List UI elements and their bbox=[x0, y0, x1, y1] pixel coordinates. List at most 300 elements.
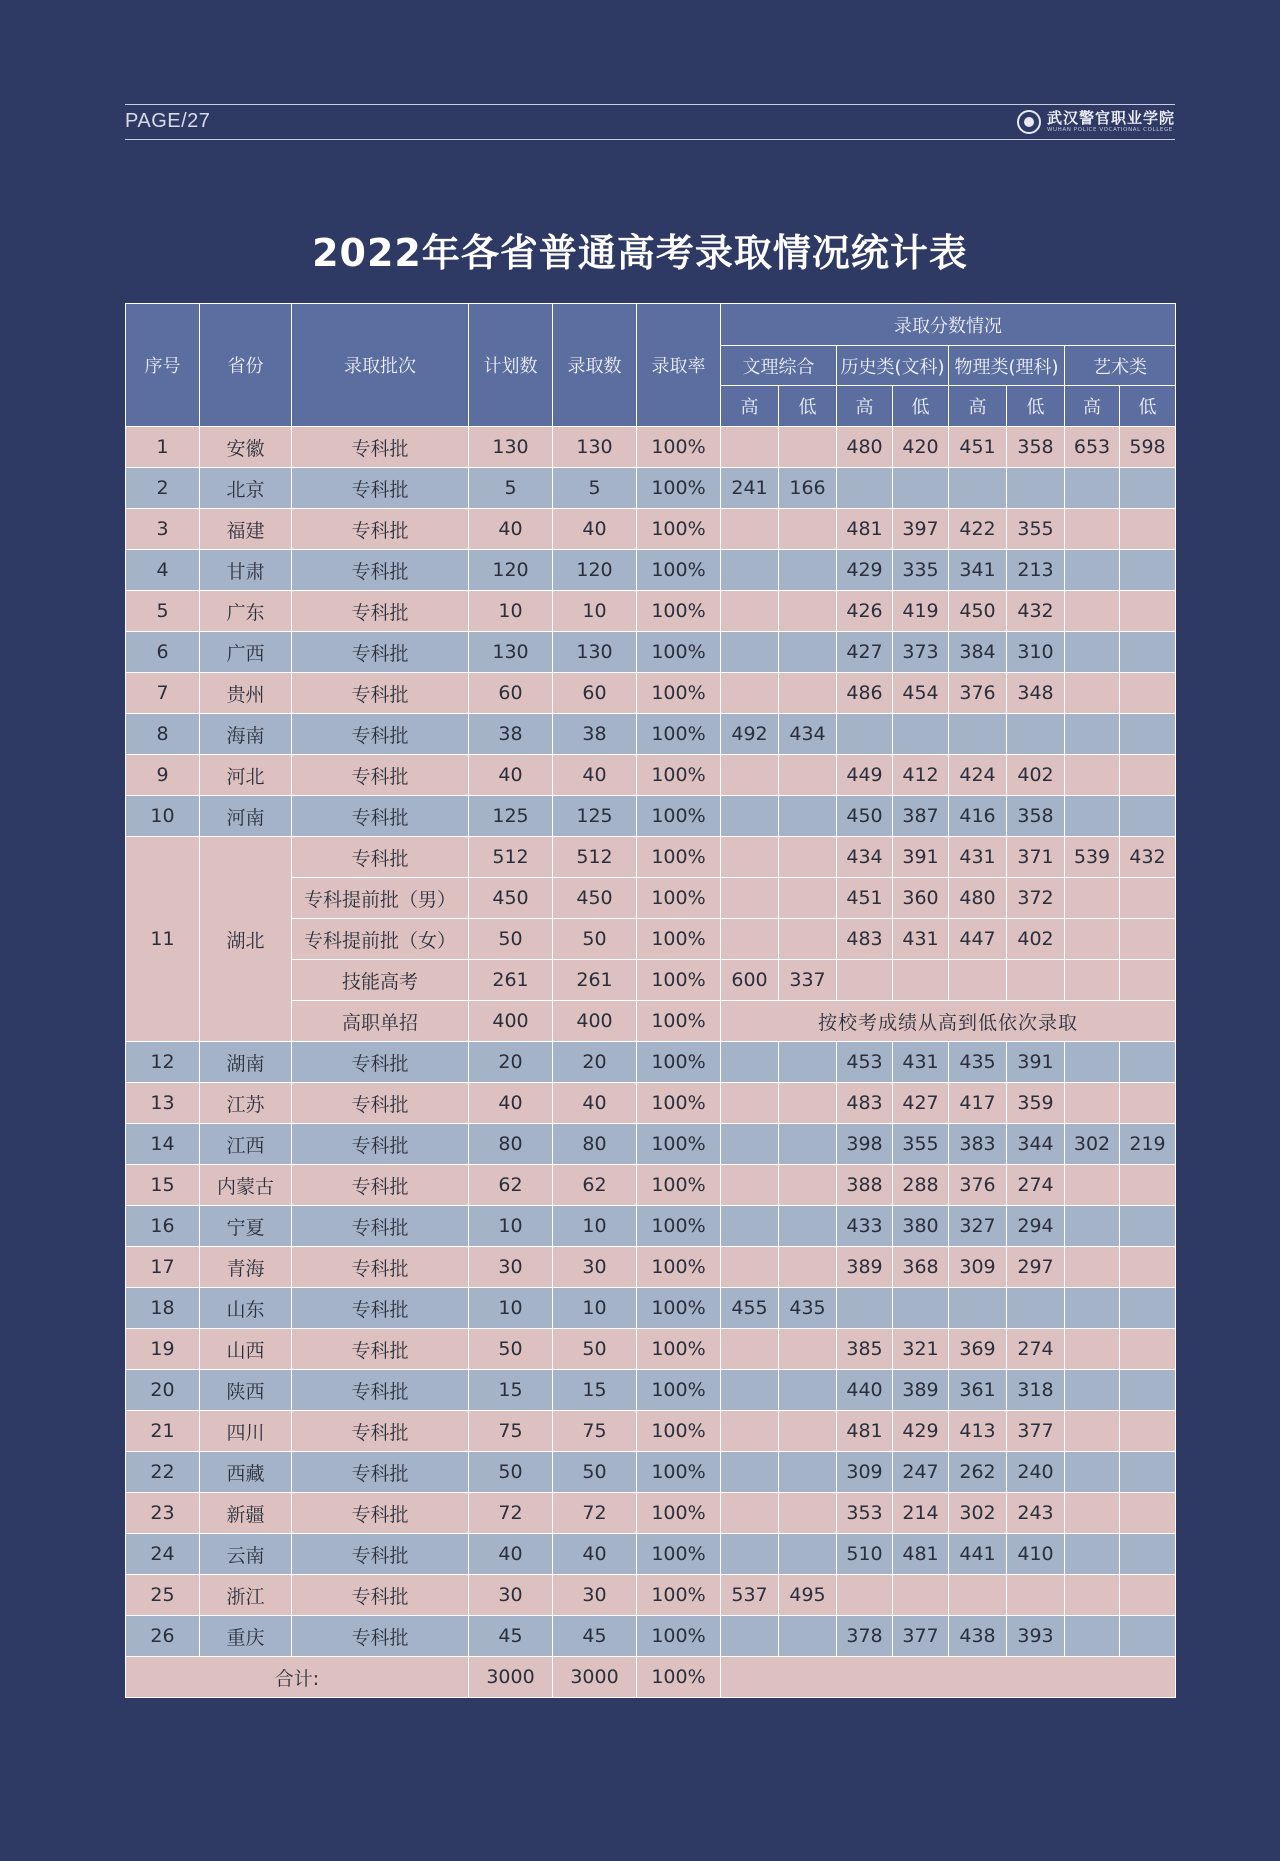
cell-score-art-low bbox=[1120, 550, 1176, 591]
cell-admitted: 40 bbox=[553, 755, 637, 796]
cell-score-physics-low: 274 bbox=[1007, 1329, 1065, 1370]
cell-score-physics-low: 358 bbox=[1007, 427, 1065, 468]
cell-rate: 100% bbox=[637, 1370, 721, 1411]
cell-batch: 专科批 bbox=[292, 509, 469, 550]
cell-score-combined-high bbox=[721, 632, 779, 673]
cell-score-combined-low bbox=[779, 1165, 837, 1206]
cell-score-combined-high bbox=[721, 1534, 779, 1575]
cell-plan: 72 bbox=[469, 1493, 553, 1534]
cell-admitted: 50 bbox=[553, 1452, 637, 1493]
header-high: 高 bbox=[837, 386, 893, 427]
cell-score-physics-low: 402 bbox=[1007, 919, 1065, 960]
admission-stats-table bbox=[125, 303, 1176, 1698]
cell-score-physics-low bbox=[1007, 714, 1065, 755]
cell-province: 浙江 bbox=[200, 1575, 292, 1616]
cell-batch: 专科批 bbox=[292, 1534, 469, 1575]
cell-score-art-low bbox=[1120, 1452, 1176, 1493]
cell-score-combined-high bbox=[721, 1124, 779, 1165]
cell-score-history-high: 433 bbox=[837, 1206, 893, 1247]
cell-province: 青海 bbox=[200, 1247, 292, 1288]
cell-rate: 100% bbox=[637, 550, 721, 591]
cell-score-art-high: 539 bbox=[1065, 837, 1120, 878]
cell-admitted: 45 bbox=[553, 1616, 637, 1657]
cell-score-art-low bbox=[1120, 1247, 1176, 1288]
cell-score-art-high bbox=[1065, 1411, 1120, 1452]
cell-score-art-high bbox=[1065, 1329, 1120, 1370]
cell-score-history-low: 431 bbox=[893, 1042, 949, 1083]
cell-score-physics-low: 359 bbox=[1007, 1083, 1065, 1124]
cell-admitted: 512 bbox=[553, 837, 637, 878]
cell-admitted: 40 bbox=[553, 509, 637, 550]
cell-score-physics-high: 422 bbox=[949, 509, 1007, 550]
cell-rate: 100% bbox=[637, 632, 721, 673]
cell-score-physics-high: 416 bbox=[949, 796, 1007, 837]
cell-score-history-low bbox=[893, 1288, 949, 1329]
cell-score-combined-low bbox=[779, 837, 837, 878]
cell-score-combined-high bbox=[721, 1493, 779, 1534]
cell-score-history-low: 380 bbox=[893, 1206, 949, 1247]
cell-score-art-low bbox=[1120, 1370, 1176, 1411]
cell-plan: 10 bbox=[469, 1206, 553, 1247]
cell-province: 四川 bbox=[200, 1411, 292, 1452]
cell-admitted: 80 bbox=[553, 1124, 637, 1165]
header-seq: 序号 bbox=[126, 304, 200, 427]
cell-seq: 23 bbox=[126, 1493, 200, 1534]
cell-province: 贵州 bbox=[200, 673, 292, 714]
header-rate: 录取率 bbox=[637, 304, 721, 427]
cell-province: 甘肃 bbox=[200, 550, 292, 591]
cell-score-physics-high: 441 bbox=[949, 1534, 1007, 1575]
table-row bbox=[126, 1534, 1176, 1575]
table-row bbox=[126, 673, 1176, 714]
cell-score-history-low: 412 bbox=[893, 755, 949, 796]
cell-plan: 30 bbox=[469, 1247, 553, 1288]
cell-admitted: 125 bbox=[553, 796, 637, 837]
cell-score-art-low bbox=[1120, 1329, 1176, 1370]
cell-score-physics-high: 302 bbox=[949, 1493, 1007, 1534]
cell-province: 山东 bbox=[200, 1288, 292, 1329]
cell-seq: 6 bbox=[126, 632, 200, 673]
cell-score-combined-high bbox=[721, 1206, 779, 1247]
cell-seq: 11 bbox=[126, 837, 200, 1042]
total-admitted: 3000 bbox=[553, 1657, 637, 1698]
cell-score-art-low bbox=[1120, 919, 1176, 960]
cell-score-combined-high bbox=[721, 1042, 779, 1083]
cell-rate: 100% bbox=[637, 1411, 721, 1452]
cell-score-history-high: 453 bbox=[837, 1042, 893, 1083]
cell-rate: 100% bbox=[637, 837, 721, 878]
cell-province: 北京 bbox=[200, 468, 292, 509]
cell-province: 福建 bbox=[200, 509, 292, 550]
cell-batch: 专科批 bbox=[292, 1165, 469, 1206]
cell-score-physics-low: 371 bbox=[1007, 837, 1065, 878]
cell-score-physics-low: 243 bbox=[1007, 1493, 1065, 1534]
cell-score-art-high bbox=[1065, 960, 1120, 1001]
cell-score-art-high bbox=[1065, 468, 1120, 509]
cell-batch: 专科批 bbox=[292, 1370, 469, 1411]
cell-score-art-low bbox=[1120, 714, 1176, 755]
cell-admitted: 15 bbox=[553, 1370, 637, 1411]
cell-score-combined-high bbox=[721, 796, 779, 837]
cell-score-history-high: 481 bbox=[837, 509, 893, 550]
cell-admitted: 10 bbox=[553, 1206, 637, 1247]
cell-province: 新疆 bbox=[200, 1493, 292, 1534]
cell-batch: 专科批 bbox=[292, 755, 469, 796]
cell-seq: 19 bbox=[126, 1329, 200, 1370]
cell-score-history-high bbox=[837, 1575, 893, 1616]
cell-admitted: 261 bbox=[553, 960, 637, 1001]
cell-province: 海南 bbox=[200, 714, 292, 755]
college-name-en: WUHAN POLICE VOCATIONAL COLLEGE bbox=[1046, 126, 1173, 133]
cell-score-combined-high bbox=[721, 1370, 779, 1411]
cell-score-physics-low bbox=[1007, 1575, 1065, 1616]
cell-rate: 100% bbox=[637, 1001, 721, 1042]
cell-admitted: 10 bbox=[553, 1288, 637, 1329]
cell-seq: 25 bbox=[126, 1575, 200, 1616]
cell-rate: 100% bbox=[637, 1124, 721, 1165]
header-high: 高 bbox=[949, 386, 1007, 427]
cell-province: 江西 bbox=[200, 1124, 292, 1165]
cell-score-history-low: 288 bbox=[893, 1165, 949, 1206]
cell-score-history-high: 451 bbox=[837, 878, 893, 919]
cell-score-physics-high: 341 bbox=[949, 550, 1007, 591]
cell-plan: 60 bbox=[469, 673, 553, 714]
cell-score-combined-low bbox=[779, 1493, 837, 1534]
cell-rate: 100% bbox=[637, 591, 721, 632]
table-row bbox=[126, 550, 1176, 591]
cell-admitted: 30 bbox=[553, 1575, 637, 1616]
page-number: PAGE/27 bbox=[125, 110, 211, 132]
cell-score-combined-low bbox=[779, 1370, 837, 1411]
cell-score-art-low bbox=[1120, 960, 1176, 1001]
cell-score-history-low: 387 bbox=[893, 796, 949, 837]
cell-province: 内蒙古 bbox=[200, 1165, 292, 1206]
cell-score-art-low bbox=[1120, 878, 1176, 919]
cell-score-history-high: 450 bbox=[837, 796, 893, 837]
cell-rate: 100% bbox=[637, 714, 721, 755]
cell-score-combined-low bbox=[779, 1329, 837, 1370]
cell-score-art-high bbox=[1065, 919, 1120, 960]
header-score-group: 录取分数情况 bbox=[721, 304, 1176, 346]
cell-seq: 26 bbox=[126, 1616, 200, 1657]
cell-rate: 100% bbox=[637, 878, 721, 919]
cell-admitted: 120 bbox=[553, 550, 637, 591]
cell-seq: 22 bbox=[126, 1452, 200, 1493]
cell-score-history-high: 434 bbox=[837, 837, 893, 878]
cell-score-history-high: 389 bbox=[837, 1247, 893, 1288]
cell-score-physics-high bbox=[949, 1288, 1007, 1329]
cell-score-combined-low bbox=[779, 1411, 837, 1452]
cell-score-physics-low: 344 bbox=[1007, 1124, 1065, 1165]
cell-score-combined-high bbox=[721, 878, 779, 919]
cell-admitted: 30 bbox=[553, 1247, 637, 1288]
cell-seq: 5 bbox=[126, 591, 200, 632]
cell-batch: 专科批 bbox=[292, 550, 469, 591]
header-group-physics: 物理类(理科) bbox=[949, 346, 1065, 386]
cell-admitted: 62 bbox=[553, 1165, 637, 1206]
cell-score-history-low: 214 bbox=[893, 1493, 949, 1534]
cell-batch: 专科批 bbox=[292, 714, 469, 755]
cell-plan: 130 bbox=[469, 632, 553, 673]
cell-admitted: 450 bbox=[553, 878, 637, 919]
table-row bbox=[126, 632, 1176, 673]
cell-rate: 100% bbox=[637, 1042, 721, 1083]
cell-score-art-high bbox=[1065, 1247, 1120, 1288]
cell-plan: 30 bbox=[469, 1575, 553, 1616]
cell-score-art-high bbox=[1065, 1370, 1120, 1411]
cell-score-physics-low: 393 bbox=[1007, 1616, 1065, 1657]
cell-province: 安徽 bbox=[200, 427, 292, 468]
cell-plan: 40 bbox=[469, 1534, 553, 1575]
cell-plan: 40 bbox=[469, 755, 553, 796]
cell-score-history-low: 454 bbox=[893, 673, 949, 714]
cell-plan: 50 bbox=[469, 1329, 553, 1370]
cell-score-art-low bbox=[1120, 1206, 1176, 1247]
cell-score-history-high: 483 bbox=[837, 1083, 893, 1124]
cell-plan: 450 bbox=[469, 878, 553, 919]
cell-score-physics-high bbox=[949, 714, 1007, 755]
table-row bbox=[126, 1206, 1176, 1247]
table-body bbox=[126, 427, 1176, 1698]
cell-score-history-low: 368 bbox=[893, 1247, 949, 1288]
cell-batch: 专科批 bbox=[292, 1452, 469, 1493]
cell-score-history-high: 427 bbox=[837, 632, 893, 673]
cell-score-combined-high: 492 bbox=[721, 714, 779, 755]
cell-score-art-low bbox=[1120, 1575, 1176, 1616]
total-label: 合计: bbox=[126, 1657, 469, 1698]
cell-score-combined-high bbox=[721, 591, 779, 632]
cell-score-art-low bbox=[1120, 755, 1176, 796]
header-province: 省份 bbox=[200, 304, 292, 427]
cell-score-history-low: 321 bbox=[893, 1329, 949, 1370]
college-logo bbox=[1017, 109, 1175, 135]
total-empty bbox=[721, 1657, 1176, 1698]
cell-score-history-low: 427 bbox=[893, 1083, 949, 1124]
cell-admitted: 400 bbox=[553, 1001, 637, 1042]
cell-score-history-low: 389 bbox=[893, 1370, 949, 1411]
cell-score-physics-high bbox=[949, 960, 1007, 1001]
header-admitted: 录取数 bbox=[553, 304, 637, 427]
cell-score-physics-low: 355 bbox=[1007, 509, 1065, 550]
total-plan: 3000 bbox=[469, 1657, 553, 1698]
cell-score-art-low: 432 bbox=[1120, 837, 1176, 878]
cell-rate: 100% bbox=[637, 755, 721, 796]
cell-admitted: 20 bbox=[553, 1042, 637, 1083]
cell-rate: 100% bbox=[637, 427, 721, 468]
cell-rate: 100% bbox=[637, 1575, 721, 1616]
cell-seq: 16 bbox=[126, 1206, 200, 1247]
cell-score-history-low: 419 bbox=[893, 591, 949, 632]
cell-rate: 100% bbox=[637, 1247, 721, 1288]
cell-score-physics-low: 348 bbox=[1007, 673, 1065, 714]
cell-seq: 13 bbox=[126, 1083, 200, 1124]
cell-score-art-low bbox=[1120, 509, 1176, 550]
cell-score-combined-high: 600 bbox=[721, 960, 779, 1001]
cell-province: 广东 bbox=[200, 591, 292, 632]
cell-rate: 100% bbox=[637, 509, 721, 550]
cell-score-art-high bbox=[1065, 1616, 1120, 1657]
cell-score-physics-low: 318 bbox=[1007, 1370, 1065, 1411]
table-row bbox=[126, 1042, 1176, 1083]
cell-score-art-high bbox=[1065, 1288, 1120, 1329]
cell-rate: 100% bbox=[637, 1083, 721, 1124]
table-row bbox=[126, 468, 1176, 509]
cell-score-physics-high bbox=[949, 1575, 1007, 1616]
cell-score-art-high bbox=[1065, 591, 1120, 632]
cell-batch: 专科批 bbox=[292, 796, 469, 837]
cell-score-physics-high: 376 bbox=[949, 673, 1007, 714]
cell-score-art-high bbox=[1065, 1165, 1120, 1206]
cell-score-art-low bbox=[1120, 1616, 1176, 1657]
cell-province: 宁夏 bbox=[200, 1206, 292, 1247]
cell-rate: 100% bbox=[637, 1206, 721, 1247]
cell-score-art-low bbox=[1120, 1165, 1176, 1206]
cell-score-physics-low: 240 bbox=[1007, 1452, 1065, 1493]
cell-admitted: 5 bbox=[553, 468, 637, 509]
cell-province: 江苏 bbox=[200, 1083, 292, 1124]
cell-batch: 专科批 bbox=[292, 1493, 469, 1534]
cell-seq: 4 bbox=[126, 550, 200, 591]
cell-score-art-low bbox=[1120, 468, 1176, 509]
cell-score-history-low bbox=[893, 1575, 949, 1616]
table-row bbox=[126, 591, 1176, 632]
cell-score-history-high: 388 bbox=[837, 1165, 893, 1206]
cell-rate: 100% bbox=[637, 1329, 721, 1370]
cell-score-history-high: 481 bbox=[837, 1411, 893, 1452]
cell-score-physics-low bbox=[1007, 1288, 1065, 1329]
cell-score-physics-low: 391 bbox=[1007, 1042, 1065, 1083]
cell-batch: 专科批 bbox=[292, 1124, 469, 1165]
cell-province: 湖北 bbox=[200, 837, 292, 1042]
cell-plan: 62 bbox=[469, 1165, 553, 1206]
cell-score-art-low bbox=[1120, 1042, 1176, 1083]
cell-plan: 125 bbox=[469, 796, 553, 837]
table-row bbox=[126, 1452, 1176, 1493]
cell-rate: 100% bbox=[637, 673, 721, 714]
cell-score-combined-high bbox=[721, 1083, 779, 1124]
cell-score-history-low: 247 bbox=[893, 1452, 949, 1493]
cell-score-combined-high bbox=[721, 1247, 779, 1288]
cell-score-combined-low bbox=[779, 755, 837, 796]
cell-admitted: 60 bbox=[553, 673, 637, 714]
cell-plan: 40 bbox=[469, 1083, 553, 1124]
cell-plan: 40 bbox=[469, 509, 553, 550]
cell-score-physics-low: 410 bbox=[1007, 1534, 1065, 1575]
cell-score-physics-high: 369 bbox=[949, 1329, 1007, 1370]
cell-plan: 45 bbox=[469, 1616, 553, 1657]
table-row bbox=[126, 1575, 1176, 1616]
table-row bbox=[126, 1370, 1176, 1411]
cell-score-combined-high: 241 bbox=[721, 468, 779, 509]
header-batch: 录取批次 bbox=[292, 304, 469, 427]
header-high: 高 bbox=[1065, 386, 1120, 427]
cell-score-art-high bbox=[1065, 1042, 1120, 1083]
cell-seq: 18 bbox=[126, 1288, 200, 1329]
header-top-rule bbox=[125, 104, 1175, 105]
cell-score-combined-high bbox=[721, 755, 779, 796]
cell-rate: 100% bbox=[637, 1616, 721, 1657]
cell-score-art-high bbox=[1065, 1083, 1120, 1124]
cell-score-physics-high: 450 bbox=[949, 591, 1007, 632]
cell-plan: 5 bbox=[469, 468, 553, 509]
cell-score-physics-low: 432 bbox=[1007, 591, 1065, 632]
cell-score-combined-low: 337 bbox=[779, 960, 837, 1001]
cell-score-art-high bbox=[1065, 1452, 1120, 1493]
cell-province: 陕西 bbox=[200, 1370, 292, 1411]
cell-province: 云南 bbox=[200, 1534, 292, 1575]
cell-seq: 20 bbox=[126, 1370, 200, 1411]
cell-plan: 50 bbox=[469, 919, 553, 960]
cell-rate: 100% bbox=[637, 1534, 721, 1575]
cell-score-art-low bbox=[1120, 1288, 1176, 1329]
cell-score-combined-low bbox=[779, 591, 837, 632]
cell-score-physics-low bbox=[1007, 468, 1065, 509]
cell-score-physics-low: 358 bbox=[1007, 796, 1065, 837]
cell-score-combined-low: 434 bbox=[779, 714, 837, 755]
cell-score-art-low bbox=[1120, 796, 1176, 837]
cell-rate: 100% bbox=[637, 1452, 721, 1493]
cell-score-physics-high: 417 bbox=[949, 1083, 1007, 1124]
cell-score-physics-high: 262 bbox=[949, 1452, 1007, 1493]
cell-rate: 100% bbox=[637, 1288, 721, 1329]
cell-score-art-low bbox=[1120, 1083, 1176, 1124]
cell-province: 山西 bbox=[200, 1329, 292, 1370]
table-row bbox=[126, 1616, 1176, 1657]
cell-score-art-high: 653 bbox=[1065, 427, 1120, 468]
cell-score-combined-low bbox=[779, 1452, 837, 1493]
cell-batch: 专科批 bbox=[292, 1083, 469, 1124]
cell-score-art-high bbox=[1065, 632, 1120, 673]
header-group-history: 历史类(文科) bbox=[837, 346, 949, 386]
cell-province: 重庆 bbox=[200, 1616, 292, 1657]
cell-seq: 7 bbox=[126, 673, 200, 714]
cell-score-history-low: 431 bbox=[893, 919, 949, 960]
cell-score-physics-high: 480 bbox=[949, 878, 1007, 919]
cell-score-history-high: 440 bbox=[837, 1370, 893, 1411]
cell-score-history-low: 355 bbox=[893, 1124, 949, 1165]
cell-score-art-high bbox=[1065, 550, 1120, 591]
cell-admitted: 130 bbox=[553, 427, 637, 468]
cell-score-history-high: 385 bbox=[837, 1329, 893, 1370]
cell-score-combined-low bbox=[779, 673, 837, 714]
cell-score-physics-low: 372 bbox=[1007, 878, 1065, 919]
cell-score-physics-high: 424 bbox=[949, 755, 1007, 796]
cell-score-history-low: 373 bbox=[893, 632, 949, 673]
cell-admitted: 50 bbox=[553, 919, 637, 960]
table-row bbox=[126, 796, 1176, 837]
cell-score-physics-low: 310 bbox=[1007, 632, 1065, 673]
cell-score-combined-low: 435 bbox=[779, 1288, 837, 1329]
cell-batch: 高职单招 bbox=[292, 1001, 469, 1042]
cell-score-physics-low: 377 bbox=[1007, 1411, 1065, 1452]
cell-score-history-low bbox=[893, 960, 949, 1001]
cell-seq: 21 bbox=[126, 1411, 200, 1452]
cell-score-combined-low bbox=[779, 427, 837, 468]
cell-score-combined-low: 495 bbox=[779, 1575, 837, 1616]
cell-batch: 专科批 bbox=[292, 1042, 469, 1083]
cell-plan: 50 bbox=[469, 1452, 553, 1493]
cell-score-history-high bbox=[837, 714, 893, 755]
cell-admitted: 38 bbox=[553, 714, 637, 755]
cell-score-physics-high: 435 bbox=[949, 1042, 1007, 1083]
cell-score-physics-high: 361 bbox=[949, 1370, 1007, 1411]
cell-seq: 9 bbox=[126, 755, 200, 796]
cell-province: 西藏 bbox=[200, 1452, 292, 1493]
cell-score-combined-low bbox=[779, 509, 837, 550]
cell-score-physics-low: 213 bbox=[1007, 550, 1065, 591]
cell-score-physics-high: 413 bbox=[949, 1411, 1007, 1452]
cell-seq: 8 bbox=[126, 714, 200, 755]
